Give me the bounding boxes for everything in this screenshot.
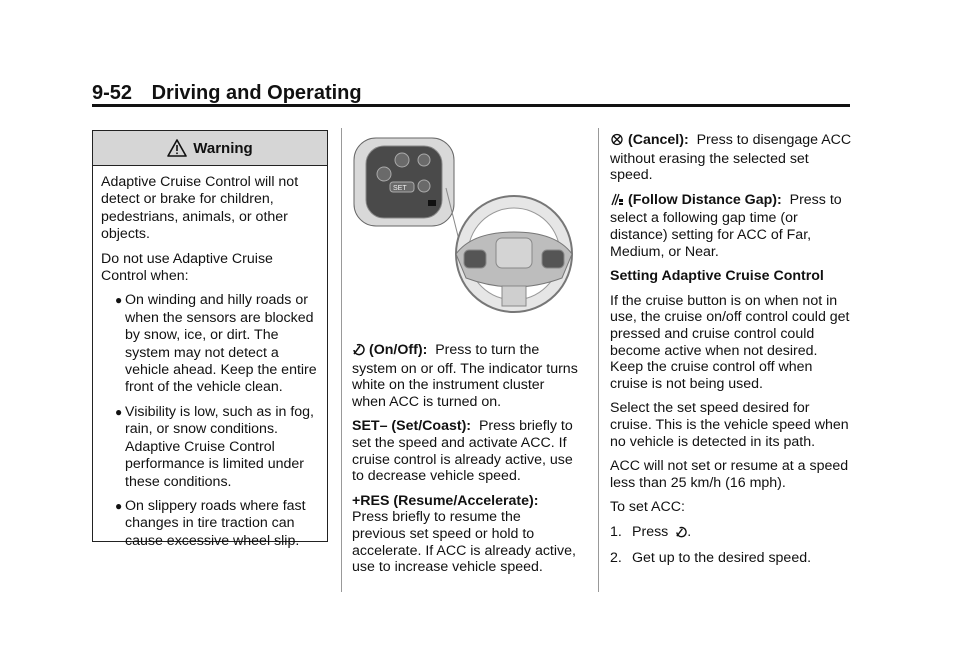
setting-heading: Setting Adaptive Cruise Control (610, 268, 824, 285)
on-off-paragraph: (On/Off): Press to turn the system on or off. The indicator turns white on the instrument cluster when ACC is turned on. (352, 342, 578, 410)
step-item: 1. Press . (610, 524, 852, 543)
warning-list (101, 292, 319, 550)
warning-list-item: ● On slippery roads where fast changes in tire traction can cause excessive wheel slip. (115, 497, 306, 549)
cruise-on-off-icon (675, 526, 687, 543)
column-3 (610, 132, 852, 575)
step-item: 2. Get up to the desired speed. (610, 550, 812, 567)
set-button-label: SET (393, 185, 407, 192)
bullet-icon: ● (115, 293, 123, 308)
warning-lead: Do not use Adaptive Cruise Control when: (101, 250, 273, 285)
setting-paragraph-1: If the cruise button is on when not in use, the cruise on/off control could get pressed and cruise control could become active when not desired. Keep the cruise control off when cruise is not being used. (610, 292, 850, 392)
section-title: Driving and Operating (151, 82, 362, 104)
bullet-icon: ● (115, 498, 123, 513)
steering-wheel (456, 196, 572, 312)
to-set-label: To set ACC: (610, 499, 685, 516)
set-coast-paragraph: SET– (Set/Coast): Press briefly to set the speed and activate ACC. If cruise control is already active, use to decrease vehicle speed. (352, 418, 573, 485)
cruise-cancel-icon (610, 133, 624, 151)
steering-wheel-figure (352, 128, 576, 324)
gap-paragraph: (Follow Distance Gap): Press to select a following gap time (or distance) setting for ACC of Far, Medium, or Near. (610, 191, 842, 260)
warning-box (92, 130, 328, 549)
resume-paragraph: +RES (Resume/Accelerate): Press briefly to resume the previous set speed or hold to accelerate. If ACC is already active, use to increase vehicle speed. (352, 492, 576, 576)
warning-list-item: ● Visibility is low, such as in fog, rain, or snow conditions. Adaptive Cruise Control performance is limited under these conditions. (115, 403, 314, 490)
column-2 (352, 128, 578, 576)
setting-paragraph-3: ACC will not set or resume at a speed less than 25 km/h (16 mph). (610, 458, 849, 491)
warning-list-item: ● On winding and hilly roads or when the sensors are blocked by snow, ice, or dirt. The system may not detect a vehicle ahead. Keep the entire front of the vehicle clean. (115, 292, 317, 396)
follow-distance-gap-icon (610, 193, 624, 211)
cruise-on-off-icon (352, 343, 365, 361)
header-rule (92, 104, 850, 107)
cancel-paragraph: (Cancel): Press to disengage ACC without erasing the selected set speed. (610, 132, 852, 184)
warning-body (93, 166, 327, 550)
warning-intro: Adaptive Cruise Control will not detect or brake for children, pedestrians, animals, or other objects. (101, 174, 299, 243)
control-panel-callout (354, 138, 464, 260)
bullet-icon: ● (115, 404, 123, 419)
warning-triangle-icon (167, 139, 187, 157)
page-header (92, 82, 362, 105)
column-divider (598, 128, 599, 592)
page-number: 9-52 (92, 82, 133, 104)
warning-header (93, 131, 327, 166)
column-divider (341, 128, 342, 592)
setting-paragraph-2: Select the set speed desired for cruise. This is the vehicle speed when no vehicle is detected in its path. (610, 400, 849, 450)
warning-title: Warning (193, 139, 253, 157)
